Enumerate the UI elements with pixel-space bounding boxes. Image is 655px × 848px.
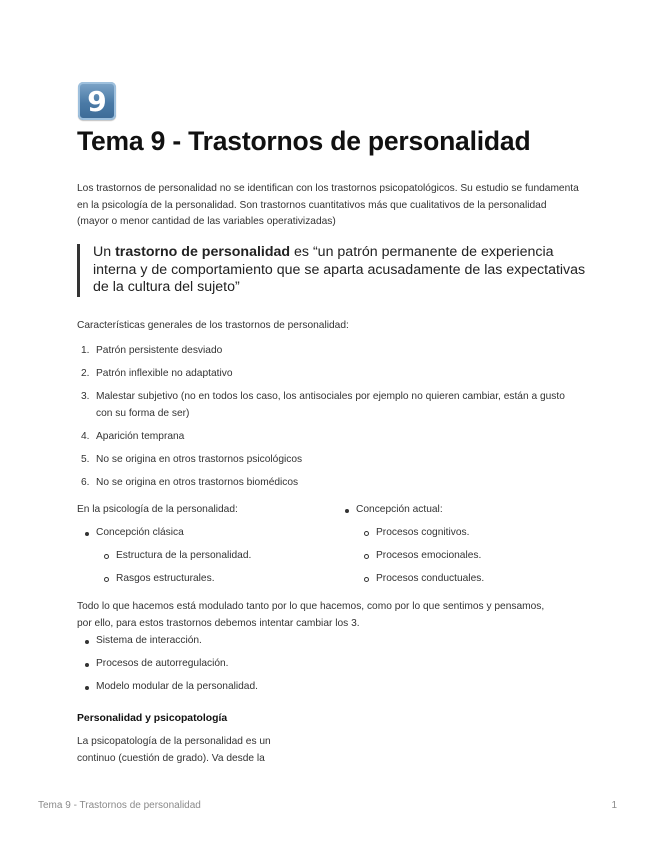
list-item bbox=[77, 343, 577, 360]
list-item bbox=[96, 571, 327, 588]
list-item-text: Patrón persistente desviado bbox=[96, 345, 223, 356]
page-title: Tema 9 - Trastornos de personalidad bbox=[77, 126, 531, 156]
list-item bbox=[77, 389, 577, 422]
list-number: 6. bbox=[81, 476, 90, 488]
list-item-text: Malestar subjetivo (no en todos los caso, los antisociales por ejemplo no quieren cambiar, están a gusto con su forma de ser) bbox=[96, 391, 565, 419]
list-item-text: Rasgos estructurales. bbox=[116, 573, 215, 584]
definition-blockquote bbox=[77, 244, 593, 297]
list-number: 4. bbox=[81, 430, 90, 442]
hollow-bullet-icon bbox=[104, 577, 109, 582]
list-number: 2. bbox=[81, 368, 90, 379]
bullet-icon bbox=[85, 663, 89, 667]
list-item bbox=[77, 679, 258, 696]
page-number: 1 bbox=[611, 800, 617, 811]
hollow-bullet-icon bbox=[104, 554, 109, 559]
hollow-bullet-icon bbox=[364, 554, 369, 559]
current-column bbox=[337, 502, 587, 588]
section-heading: Personalidad y psicopatología bbox=[77, 713, 228, 724]
bullet-icon bbox=[85, 640, 89, 644]
list-item bbox=[356, 571, 587, 588]
intro-paragraph: Los trastornos de personalidad no se identifican con los trastornos psicopatológicos. Su estudio se fundamenta en la psicología de la personalidad. Son trastornos cuantitativos más que cualitativos de la personalidad (mayor o menor cantidad de las variables operativizadas) bbox=[77, 183, 579, 227]
current-list bbox=[337, 502, 587, 588]
list-item bbox=[337, 502, 587, 588]
classic-sublist bbox=[96, 548, 327, 588]
list-item-text: Patrón inflexible no adaptativo bbox=[96, 368, 233, 379]
list-item bbox=[77, 656, 258, 673]
quote-prefix: Un bbox=[93, 244, 116, 260]
classic-column bbox=[77, 502, 327, 588]
list-item bbox=[77, 633, 258, 650]
modulation-list bbox=[77, 633, 258, 702]
list-item-text: No se origina en otros trastornos biomédicos bbox=[96, 476, 299, 488]
bullet-icon bbox=[85, 686, 89, 690]
list-item-text: Modelo modular de la personalidad. bbox=[96, 681, 258, 692]
list-item-text: Procesos emocionales. bbox=[376, 550, 482, 561]
current-sublist bbox=[356, 525, 587, 588]
list-number: 1. bbox=[81, 345, 90, 356]
characteristics-list bbox=[77, 343, 577, 498]
list-number: 5. bbox=[81, 453, 90, 465]
list-item bbox=[77, 475, 577, 492]
list-item-text: Procesos de autorregulación. bbox=[96, 658, 229, 669]
quote-bold-term: trastorno de personalidad bbox=[115, 244, 291, 260]
hollow-bullet-icon bbox=[364, 531, 369, 536]
list-item bbox=[77, 429, 577, 446]
list-item bbox=[96, 548, 327, 565]
bullet-icon bbox=[345, 509, 349, 513]
list-item bbox=[77, 525, 327, 588]
psychology-heading: En la psicología de la personalidad: bbox=[77, 504, 238, 515]
psychopathology-paragraph: La psicopatología de la personalidad es un continuo (cuestión de grado). Va desde la bbox=[77, 736, 271, 764]
list-item-text: Aparición temprana bbox=[96, 430, 185, 442]
footer-title: Tema 9 - Trastornos de personalidad bbox=[38, 800, 201, 811]
list-item-text: Estructura de la personalidad. bbox=[116, 550, 252, 561]
modulation-paragraph: Todo lo que hacemos está modulado tanto por lo que hacemos, como por lo que sentimos y pensamos, por ello, para estos trastornos debemos intentar cambiar los 3. bbox=[77, 601, 545, 629]
list-item-text: Procesos cognitivos. bbox=[376, 527, 470, 538]
badge-label: 9 bbox=[87, 84, 107, 118]
classic-list bbox=[77, 525, 327, 588]
list-item-text: Concepción actual: bbox=[356, 504, 443, 515]
list-item-text: No se origina en otros trastornos psicológicos bbox=[96, 453, 303, 465]
list-item-text: Sistema de interacción. bbox=[96, 635, 202, 646]
bullet-icon bbox=[85, 532, 89, 536]
list-number: 3. bbox=[81, 391, 90, 402]
keycap-9-icon bbox=[78, 82, 116, 120]
list-item bbox=[77, 452, 577, 469]
list-item bbox=[356, 548, 587, 565]
list-item-text: Procesos conductuales. bbox=[376, 573, 485, 584]
list-item bbox=[356, 525, 587, 542]
quote-body: es “un patrón permanente de experiencia interna y de comportamiento que se aparta acusadamente de las expectativas de la cultura del sujeto” bbox=[93, 244, 586, 295]
characteristics-heading: Características generales de los trastornos de personalidad: bbox=[77, 320, 349, 331]
list-item-text: Concepción clásica bbox=[96, 527, 184, 538]
list-item bbox=[77, 366, 577, 383]
hollow-bullet-icon bbox=[364, 577, 369, 582]
